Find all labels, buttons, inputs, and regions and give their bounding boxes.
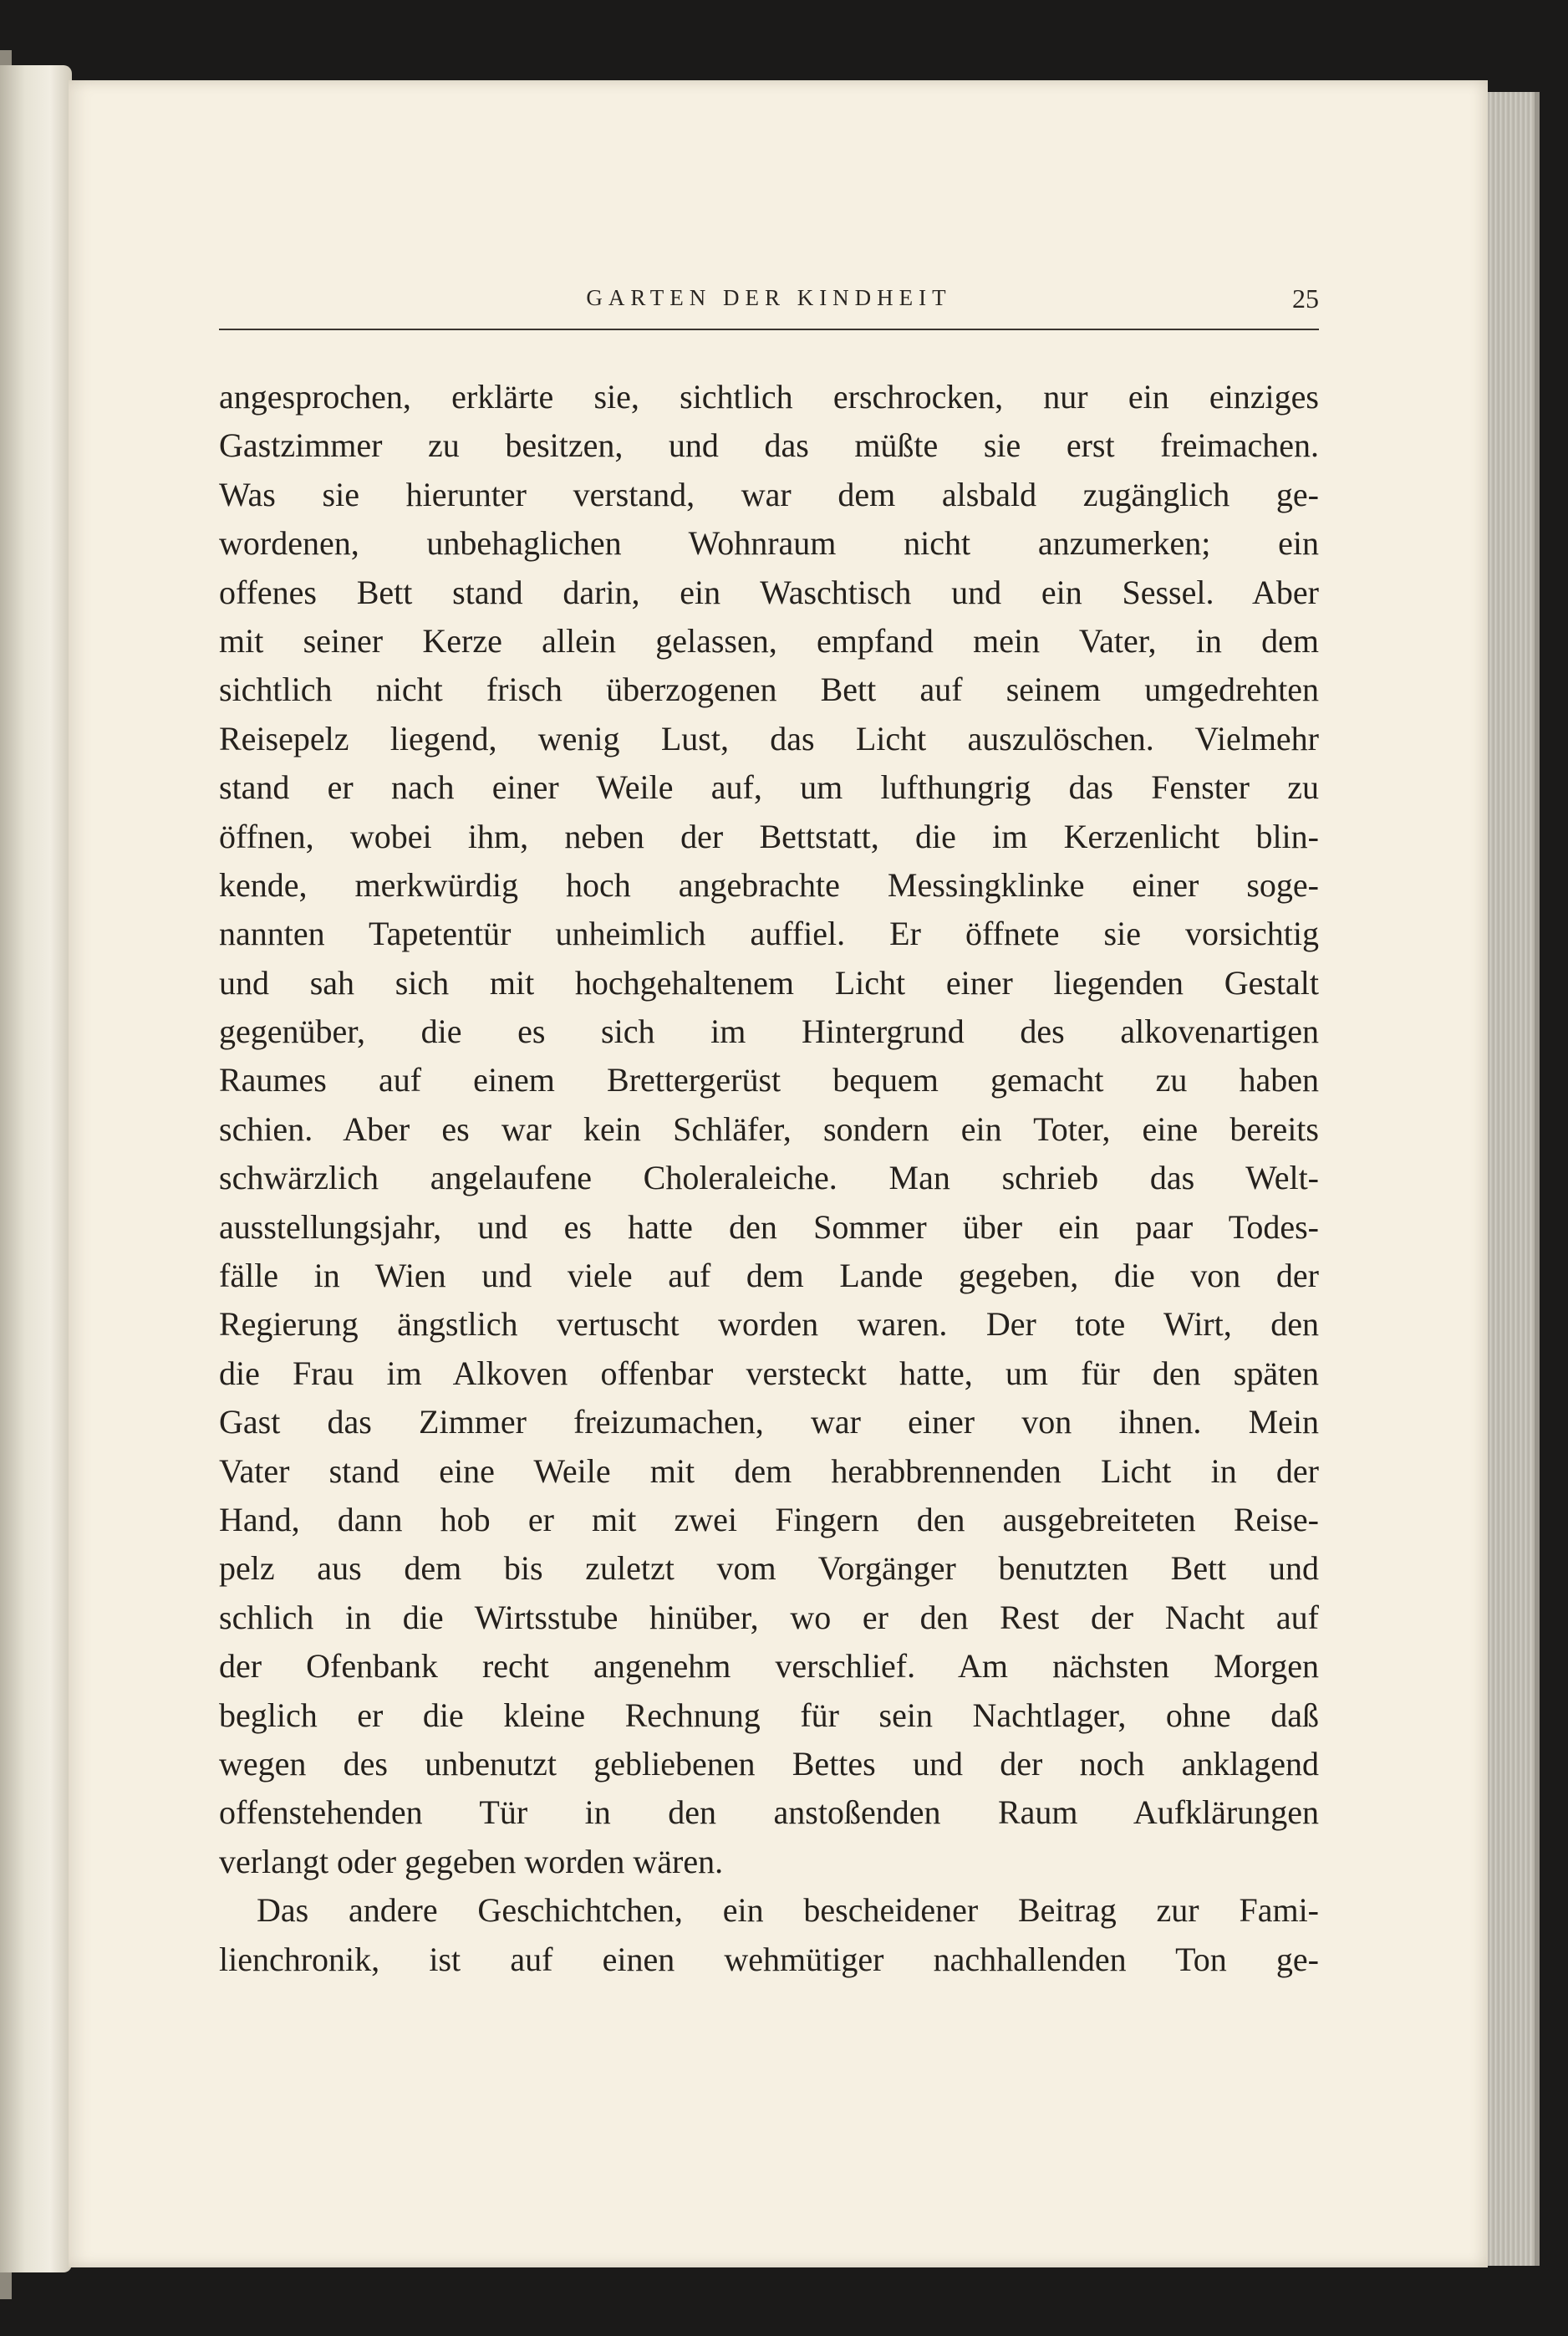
body-text bbox=[219, 373, 1319, 1984]
text-line-paragraph-start: Das andere Geschichtchen, ein bescheidener Beitrag zur Fami- bbox=[257, 1891, 1319, 1930]
text-line: die Frau im Alkoven offenbar versteckt hatte, um für den späten bbox=[219, 1354, 1319, 1392]
book-block-edge bbox=[1481, 92, 1540, 2266]
text-line: nannten Tapetentür unheimlich auffiel. Er öffnete sie vorsichtig bbox=[219, 915, 1319, 953]
text-line: pelz aus dem bis zuletzt vom Vorgänger benutzten Bett und bbox=[219, 1549, 1319, 1588]
text-line: der Ofenbank recht angenehm verschlief. Am nächsten Morgen bbox=[219, 1647, 1319, 1686]
text-line: wegen des unbenutzt gebliebenen Bettes und der noch anklagend bbox=[219, 1744, 1319, 1783]
header-rule bbox=[219, 329, 1319, 330]
text-line: stand er nach einer Weile auf, um lufthungrig das Fenster zu bbox=[219, 768, 1319, 807]
text-line: ausstellungsjahr, und es hatte den Sommer über ein paar Todes- bbox=[219, 1207, 1319, 1246]
text-line: fälle in Wien und viele auf dem Lande gegeben, die von der bbox=[219, 1257, 1319, 1295]
text-line: beglich er die kleine Rechnung für sein Nachtlager, ohne daß bbox=[219, 1696, 1319, 1734]
text-line: gegenüber, die es sich im Hintergrund des alkovenartigen bbox=[219, 1012, 1319, 1051]
text-line: Raumes auf einem Brettergerüst bequem gemacht zu haben bbox=[219, 1061, 1319, 1099]
text-line: offenstehenden Tür in den anstoßenden Raum Aufklärungen bbox=[219, 1793, 1319, 1832]
text-line: Vater stand eine Weile mit dem herabbrennenden Licht in der bbox=[219, 1451, 1319, 1490]
running-title: GARTEN DER KINDHEIT bbox=[586, 285, 952, 310]
text-line: schien. Aber es war kein Schläfer, sondern ein Toter, eine bereits bbox=[219, 1109, 1319, 1148]
running-head bbox=[219, 285, 1319, 334]
text-line: kende, merkwürdig hoch angebrachte Messingklinke einer soge- bbox=[219, 865, 1319, 904]
text-line: und sah sich mit hochgehaltenem Licht einer liegenden Gestalt bbox=[219, 963, 1319, 1002]
text-line: mit seiner Kerze allein gelassen, empfand mein Vater, in dem bbox=[219, 621, 1319, 660]
text-line: lienchronik, ist auf einen wehmütiger nachhallenden Ton ge- bbox=[219, 1940, 1319, 1978]
text-line: schlich in die Wirtsstube hinüber, wo er den Rest der Nacht auf bbox=[219, 1598, 1319, 1636]
text-line: Reisepelz liegend, wenig Lust, das Licht auszulöschen. Vielmehr bbox=[219, 719, 1319, 757]
text-line-paragraph-end: verlangt oder gegeben worden wären. bbox=[219, 1842, 724, 1880]
text-line: angesprochen, erklärte sie, sichtlich erschrocken, nur ein einziges bbox=[219, 378, 1319, 416]
text-line: Regierung ängstlich vertuscht worden waren. Der tote Wirt, den bbox=[219, 1305, 1319, 1344]
text-line: offenes Bett stand darin, ein Waschtisch und ein Sessel. Aber bbox=[219, 573, 1319, 611]
left-page-edge bbox=[0, 65, 72, 2272]
text-line: schwärzlich angelaufene Choleraleiche. Man schrieb das Welt- bbox=[219, 1159, 1319, 1197]
text-line: öffnen, wobei ihm, neben der Bettstatt, die im Kerzenlicht blin- bbox=[219, 817, 1319, 855]
text-line: Was sie hierunter verstand, war dem alsbald zugänglich ge- bbox=[219, 475, 1319, 513]
page-number: 25 bbox=[1292, 283, 1319, 314]
text-line: Hand, dann hob er mit zwei Fingern den ausgebreiteten Reise- bbox=[219, 1500, 1319, 1538]
text-line: Gast das Zimmer freizumachen, war einer von ihnen. Mein bbox=[219, 1403, 1319, 1441]
text-line: wordenen, unbehaglichen Wohnraum nicht anzumerken; ein bbox=[219, 524, 1319, 563]
book-page bbox=[69, 80, 1488, 2267]
text-line: Gastzimmer zu besitzen, und das müßte sie erst freimachen. bbox=[219, 426, 1319, 465]
text-line: sichtlich nicht frisch überzogenen Bett auf seinem umgedrehten bbox=[219, 671, 1319, 709]
